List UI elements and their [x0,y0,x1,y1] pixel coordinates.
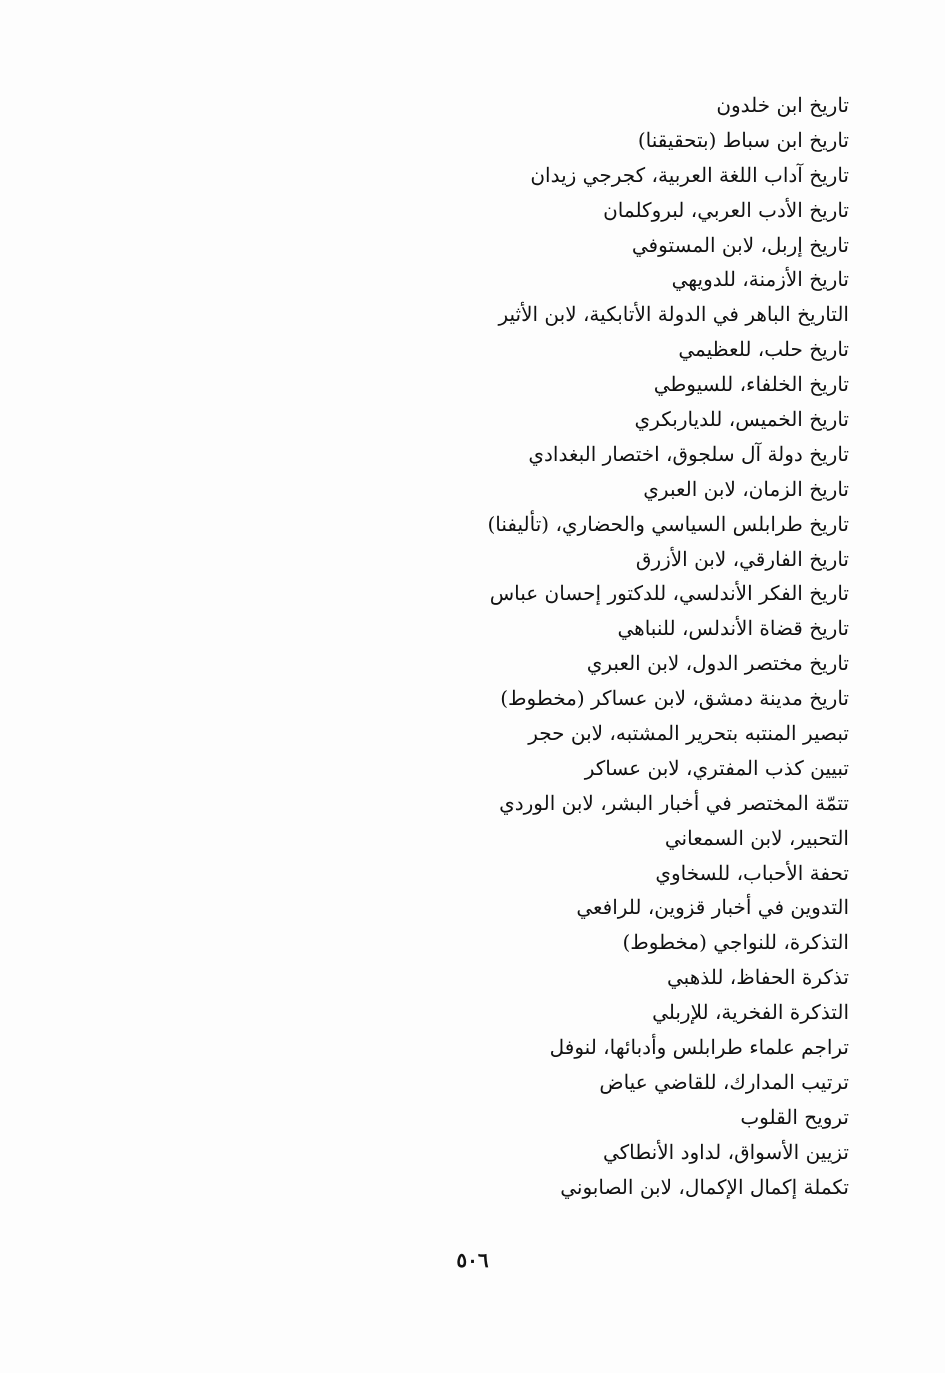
bibliography-entry: تحفة الأحباب، للسخاوي [655,860,849,885]
bibliography-list [449,88,849,1205]
page-number: ٥٠٦ [456,1248,489,1272]
bibliography-entry: تاريخ ابن خلدون [716,93,849,117]
bibliography-entry: تاريخ ابن سباط (بتحقيقنا) [637,127,849,152]
bibliography-entry: تاريخ الخميس، للدياربكري [634,407,849,432]
bibliography-entry: تاريخ الفكر الأندلسي، للدكتور إحسان عباس [489,581,849,606]
bibliography-entry: تاريخ آداب اللغة العربية، كجرجي زيدان [530,162,849,187]
bibliography-entry: تتمّة المختصر في أخبار البشر، لابن الوردي [499,790,849,815]
bibliography-entry: تاريخ الخلفاء، للسيوطي [653,372,849,397]
bibliography-entry: تراجم علماء طرابلس وأدبائها، لنوفل [549,1035,849,1060]
bibliography-entry: تاريخ مختصر الدول، لابن العبري [586,651,849,676]
bibliography-entry: تاريخ دولة آل سلجوق، اختصار البغدادي [528,441,849,466]
bibliography-entry: تاريخ الأدب العربي، لبروكلمان [603,197,849,222]
bibliography-entry: ترتيب المدارك، للقاضي عياض [599,1069,849,1094]
bibliography-entry: تاريخ قضاة الأندلس، للنباهي [617,616,849,641]
bibliography-entry: التذكرة الفخرية، للإربلي [652,1000,849,1025]
bibliography-entry: التذكرة، للنواجي (مخطوط) [622,930,849,955]
bibliography-entry: تبيين كذب المفتري، لابن عساكر [584,755,849,780]
bibliography-entry: تاريخ مدينة دمشق، لابن عساكر (مخطوط) [500,686,849,711]
bibliography-entry: تاريخ الزمان، لابن العبري [643,476,849,501]
bibliography-entry: التاريخ الباهر في الدولة الأتابكية، لابن الأثير [498,302,849,327]
bibliography-entry: تزيين الأسواق، لداود الأنطاكي [602,1139,849,1164]
bibliography-entry: تذكرة الحفاظ، للذهبي [666,965,849,990]
bibliography-entry: تكملة إكمال الإكمال، لابن الصابوني [560,1174,849,1199]
bibliography-entry: التحبير، لابن السمعاني [664,825,849,850]
bibliography-entry: تاريخ طرابلس السياسي والحضاري، (تأليفنا) [487,511,849,536]
bibliography-entry: تاريخ الأزمنة، للدويهي [671,267,849,292]
bibliography-entry: تاريخ الفارقي، لابن الأزرق [635,546,849,571]
bibliography-entry: التدوين في أخبار قزوين، للرافعي [576,895,849,920]
bibliography-entry: تبصير المنتبه بتحرير المشتبه، لابن حجر [528,721,849,746]
bibliography-entry: تاريخ إربل، لابن المستوفي [631,232,849,257]
bibliography-entry: تاريخ حلب، للعظيمي [678,337,849,362]
bibliography-entry: ترويح القلوب [740,1104,849,1129]
